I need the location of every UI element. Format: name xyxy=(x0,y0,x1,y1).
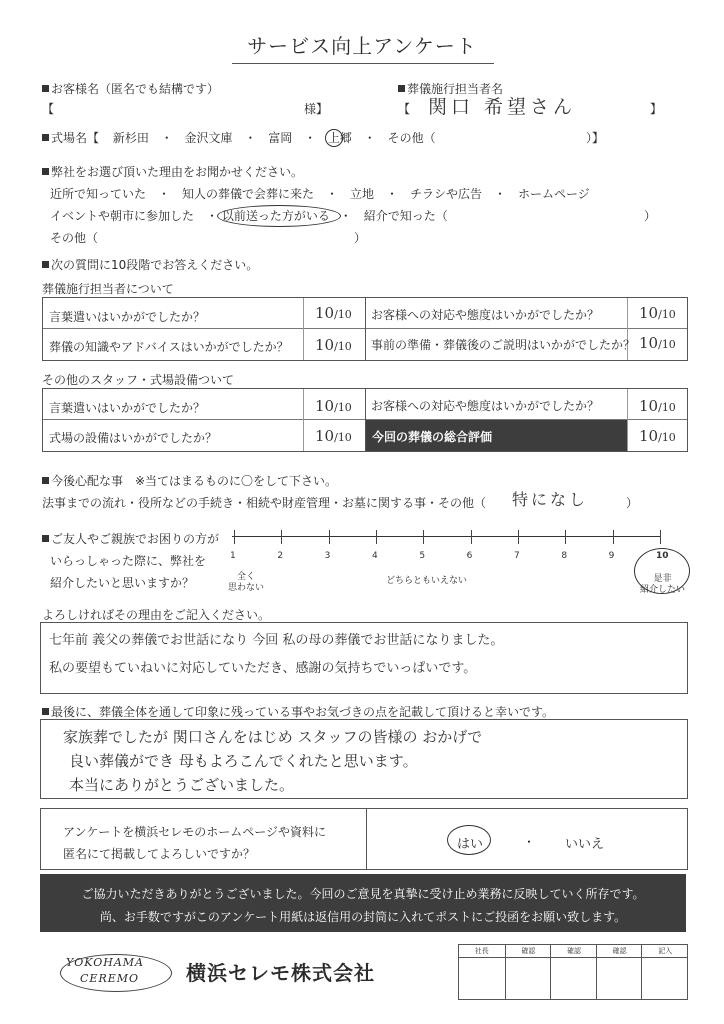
other-rating-table xyxy=(42,388,688,452)
staff-name-value: 関口 希望さん xyxy=(428,96,577,118)
rating-question: 言葉遣いはいかがでしたか？ xyxy=(49,401,206,415)
selection-circle xyxy=(447,825,491,855)
reason-label: 弊社をお選び頂いた理由をお聞かせください。 xyxy=(42,163,303,180)
other-section-title: その他のスタッフ・式場設備ついて xyxy=(42,373,235,387)
rating-score[interactable]: 10/10 xyxy=(315,397,352,415)
recommend-scale-line xyxy=(232,536,660,537)
impression-box[interactable] xyxy=(40,719,688,799)
square-bullet-icon xyxy=(42,85,49,92)
stamp-header: 記入 xyxy=(642,945,688,958)
staff-name-close: 】 xyxy=(650,102,663,116)
reason-line-2-close: ） xyxy=(644,209,657,223)
venue-option: その他（ xyxy=(387,131,436,145)
scale-number[interactable]: 10 xyxy=(656,551,669,561)
rating-score[interactable]: 10/10 xyxy=(315,336,352,354)
scale-number[interactable]: 9 xyxy=(608,551,615,561)
square-bullet-icon xyxy=(42,708,49,715)
staff-name-label: 葬儀施行担当者名 xyxy=(398,80,503,97)
recommend-label-2: いらっしゃった際に、弊社を xyxy=(50,554,207,568)
scale-tick xyxy=(565,530,566,544)
scale-tick xyxy=(234,530,235,544)
concerns-answer: 特になし xyxy=(512,490,589,509)
recommend-label-3: 紹介したいと思いますか？ xyxy=(50,576,195,590)
venue-option: 富岡 xyxy=(268,131,293,145)
reason-comment-line-1: 七年前 義父の葬儀でお世話になり 今回 私の母の葬儀でお世話になりました。 xyxy=(49,633,504,648)
scale-tick xyxy=(613,530,614,544)
customer-name-suffix: 様】 xyxy=(304,102,329,116)
square-bullet-icon xyxy=(42,134,49,141)
reason-comment-label: よろしければその理由をご記入ください。 xyxy=(42,608,271,622)
stamp-cell xyxy=(459,945,505,999)
reason-comment-box[interactable] xyxy=(40,622,688,694)
selection-circle xyxy=(217,205,341,227)
rating-score[interactable]: 10/10 xyxy=(315,304,352,322)
scale-low-label: 全く 思わない xyxy=(228,572,265,593)
square-bullet-icon xyxy=(42,535,49,542)
scale-number[interactable]: 7 xyxy=(514,551,520,561)
publish-consent-box xyxy=(40,808,688,870)
reason-comment-line-2: 私の要望もていねいに対応していただき、感謝の気持ちでいっぱいです。 xyxy=(49,661,477,676)
stamp-header: 確認 xyxy=(506,945,552,958)
rating-question: 葬儀の知識やアドバイスはいかがでしたか？ xyxy=(49,340,289,354)
scale-tick xyxy=(329,530,330,544)
customer-name-open: 【 xyxy=(42,102,55,116)
stamp-cell xyxy=(505,945,552,999)
staff-name-open: 【 xyxy=(398,102,411,116)
rating-question: 式場の設備はいかがでしたか？ xyxy=(49,431,218,445)
footer-banner xyxy=(40,874,686,932)
reason-line-2: イベントや朝市に参加した ・ 以前送った方がいる ・ 紹介で知った（ xyxy=(50,207,448,224)
impression-line-3: 本当にありがとうございました。 xyxy=(69,776,295,794)
impression-line-1: 家族葬でしたが 関口さんをはじめ スタッフの皆様の おかげで xyxy=(63,728,483,746)
company-logo-mark: YOKOHAMA CEREMO xyxy=(58,952,176,998)
concerns-label: 今後心配な事 ※当てはまるものに〇をして下さい。 xyxy=(42,472,337,489)
publish-question-1: アンケートを横浜セレモのホームページや資料に xyxy=(63,825,327,839)
stamp-table xyxy=(458,944,688,1000)
square-bullet-icon xyxy=(42,261,49,268)
scale-tick xyxy=(376,530,377,544)
reason-line-3-close: ） xyxy=(354,231,367,245)
selection-circle xyxy=(325,129,343,147)
venue-option-selected: 上郷 xyxy=(328,131,352,145)
rating-score[interactable]: 10/10 xyxy=(639,304,676,322)
stamp-cell xyxy=(641,945,688,999)
scale-tick xyxy=(471,530,472,544)
overall-rating-label: 今回の葬儀の総合評価 xyxy=(372,430,493,444)
customer-name-label: お客様名（匿名でも結構です） xyxy=(42,80,219,97)
venue-row: 式場名【 新杉田 ・ 金沢文庫 ・ 富岡 ・ 上郷 ・ その他（ xyxy=(42,129,436,146)
scale-number[interactable]: 8 xyxy=(561,551,568,561)
publish-yes-option[interactable]: はい xyxy=(457,837,484,852)
square-bullet-icon xyxy=(398,85,405,92)
stamp-header: 確認 xyxy=(597,945,643,958)
concerns-close: ） xyxy=(626,496,639,510)
footer-line-1: ご協力いただきありがとうございました。今回のご意見を真摯に受け止め業務に反映していく所存です。 xyxy=(81,887,645,901)
title-underline xyxy=(232,63,494,64)
rating-score[interactable]: 10/10 xyxy=(639,334,676,352)
reason-line-1: 近所で知っていた ・ 知人の葬儀で会葬に来た ・ 立地 ・ チラシや広告 ・ ホームページ xyxy=(50,187,590,201)
page-title: サービス向上アンケート xyxy=(247,34,477,58)
stamp-cell xyxy=(550,945,597,999)
scale-tick xyxy=(518,530,519,544)
scale-number[interactable]: 2 xyxy=(277,551,284,561)
publish-separator: ・ xyxy=(523,835,536,849)
scale-number[interactable]: 4 xyxy=(372,551,378,561)
scale-number[interactable]: 5 xyxy=(419,551,426,561)
company-name: 横浜セレモ株式会社 xyxy=(186,961,375,985)
square-bullet-icon xyxy=(42,477,49,484)
reason-line-3: その他（ xyxy=(50,231,99,245)
square-bullet-icon xyxy=(42,168,49,175)
scale-mid-label: どちらともいえない xyxy=(386,576,468,586)
scale-number[interactable]: 6 xyxy=(466,551,473,561)
publish-question-2: 匿名にて掲載してよろしいですか？ xyxy=(63,847,256,861)
overall-rating-score[interactable]: 10/10 xyxy=(639,427,676,445)
scale-number[interactable]: 3 xyxy=(324,551,331,561)
concerns-line: 法事までの流れ・役所などの手続き・相続や財産管理・お墓に関する事・その他（ xyxy=(42,496,487,510)
staff-rating-table xyxy=(42,297,688,361)
scale-tick xyxy=(660,530,661,544)
logo-ellipse-icon xyxy=(60,954,172,992)
rating-question: 事前の準備・葬儀後のご説明はいかがでしたか？ xyxy=(371,338,636,352)
venue-option: 金沢文庫 xyxy=(184,131,233,145)
rating-question: お客様への対応や態度はいかがでしたか？ xyxy=(371,308,600,322)
staff-section-title: 葬儀施行担当者について xyxy=(42,282,174,296)
scale-tick xyxy=(281,530,282,544)
footer-line-2: 尚、お手数ですがこのアンケート用紙は返信用の封筒に入れてポストにご投函をお願い致します。 xyxy=(99,910,627,924)
overall-rating-cell xyxy=(366,420,627,451)
rating-question: お客様への対応や態度はいかがでしたか？ xyxy=(371,399,600,413)
impression-line-2: 良い葬儀ができ 母もよろこんでくれたと思います。 xyxy=(69,752,418,770)
rating-score[interactable]: 10/10 xyxy=(315,427,352,445)
stamp-header: 社長 xyxy=(459,945,505,958)
reason-selected: 以前送った方がいる xyxy=(222,209,330,223)
impression-label: 最後に、葬儀全体を通して印象に残っている事やお気づきの点を記載して頂けると幸いです。 xyxy=(42,703,554,720)
venue-label: 式場名【 xyxy=(51,131,100,145)
stamp-header: 確認 xyxy=(551,945,597,958)
scale-tick xyxy=(423,530,424,544)
rating-score[interactable]: 10/10 xyxy=(639,397,676,415)
venue-close: ）】 xyxy=(586,131,605,145)
scale-high-label: 是非 紹介したい xyxy=(640,574,686,595)
publish-no-option[interactable]: いいえ xyxy=(565,837,605,852)
stamp-cell xyxy=(596,945,643,999)
venue-option: 新杉田 xyxy=(112,131,149,145)
recommend-label-1: ご友人やご親族でお困りの方が xyxy=(42,530,219,547)
rating-question: 言葉遣いはいかがでしたか？ xyxy=(49,310,206,324)
scale-number[interactable]: 1 xyxy=(230,551,236,561)
ratings-intro: 次の質問に10段階でお答えください。 xyxy=(42,256,258,273)
